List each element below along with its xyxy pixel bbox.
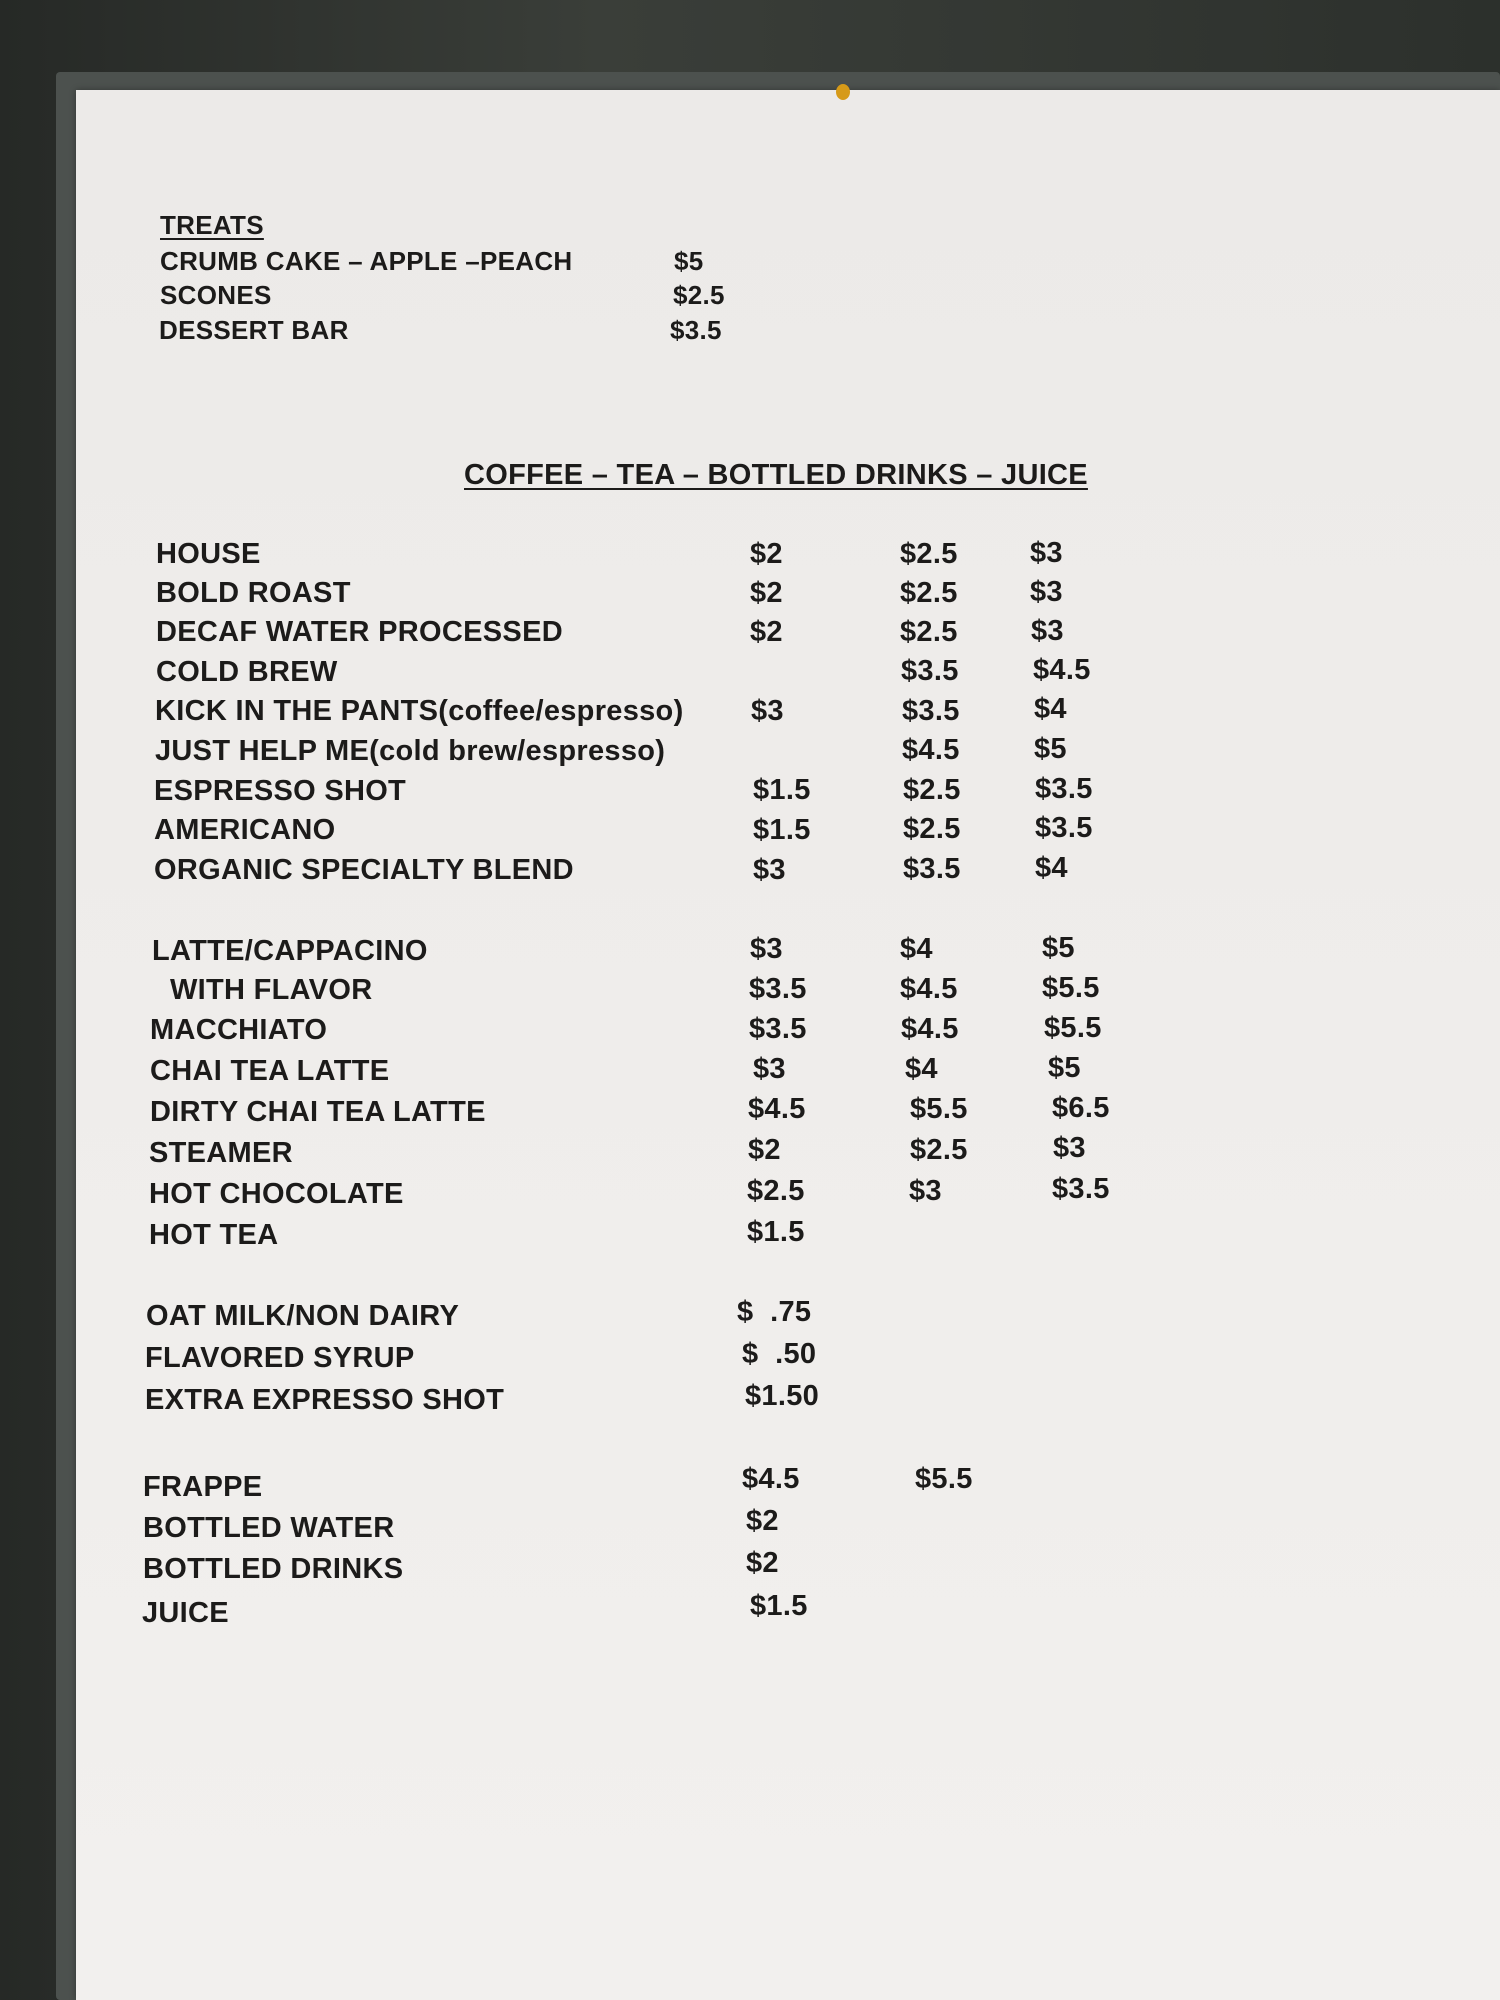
menu-item-price: $3.5 [901,655,959,687]
menu-item-name: HOUSE [156,538,261,570]
menu-item-price: $5 [1034,733,1067,765]
menu-item-price: $2 [746,1505,779,1537]
treat-item-price: $5 [674,246,704,276]
menu-item-price: $5.5 [1044,1012,1102,1044]
treat-item-name: DESSERT BAR [159,315,349,345]
menu-item-name: BOLD ROAST [156,577,351,609]
menu-item-price: $2 [746,1547,779,1579]
menu-item-price: $3 [753,1053,786,1085]
menu-item-name: HOT CHOCOLATE [149,1178,404,1210]
menu-item-price: $3 [751,695,784,727]
menu-item-price: $2.5 [903,774,961,806]
menu-item-price: $ .75 [737,1296,812,1328]
menu-item-price: $1.50 [745,1380,820,1412]
menu-item-name: BOTTLED DRINKS [143,1553,404,1585]
menu-item-name: BOTTLED WATER [143,1512,395,1544]
menu-item-price: $5.5 [1042,972,1100,1004]
menu-item-price: $3.5 [902,695,960,727]
menu-item-price: $2.5 [900,616,958,648]
menu-item-name: JUST HELP ME(cold brew/espresso) [155,735,666,767]
menu-item-price: $2 [750,538,783,570]
menu-item-name: WITH FLAVOR [170,974,373,1006]
menu-item-price: $4.5 [900,973,958,1005]
menu-item-price: $4 [900,933,933,965]
menu-item-price: $3.5 [1052,1173,1110,1205]
menu-item-name: FRAPPE [143,1471,263,1503]
menu-item-price: $2.5 [910,1134,968,1166]
menu-item-price: $4 [905,1053,938,1085]
menu-item-price: $5.5 [910,1093,968,1125]
menu-item-price: $3 [909,1175,942,1207]
menu-item-name: MACCHIATO [150,1014,328,1046]
menu-item-name: EXTRA EXPRESSO SHOT [145,1384,505,1416]
menu-item-price: $2 [750,616,783,648]
menu-item-name: JUICE [142,1597,229,1629]
menu-item-name: ESPRESSO SHOT [154,775,407,807]
menu-item-name: KICK IN THE PANTS(coffee/espresso) [155,695,684,727]
menu-item-name: ORGANIC SPECIALTY BLEND [154,854,574,886]
menu-item-name: DIRTY CHAI TEA LATTE [150,1096,486,1128]
menu-item-price: $3.5 [749,1013,807,1045]
menu-item-name: AMERICANO [154,814,336,846]
treat-item-name: SCONES [160,280,272,310]
menu-item-name: OAT MILK/NON DAIRY [146,1300,460,1332]
menu-item-price: $4 [1035,852,1068,884]
treat-item-price: $3.5 [670,315,722,345]
menu-item-price: $2.5 [903,813,961,845]
menu-item-price: $3.5 [903,853,961,885]
menu-item-price: $5 [1042,932,1075,964]
menu-item-price: $6.5 [1052,1092,1110,1124]
drinks-heading: COFFEE – TEA – BOTTLED DRINKS – JUICE [464,459,1088,491]
menu-item-price: $4.5 [748,1093,806,1125]
menu-item-price: $2.5 [900,538,958,570]
menu-item-price: $5.5 [915,1463,973,1495]
treat-item-name: CRUMB CAKE – APPLE –PEACH [160,246,573,276]
menu-item-price: $3 [1053,1132,1086,1164]
treat-item-price: $2.5 [673,280,725,310]
menu-item-price: $2 [750,577,783,609]
menu-item-price: $1.5 [750,1590,808,1622]
menu-item-price: $3 [750,933,783,965]
menu-item-price: $4.5 [742,1463,800,1495]
menu-item-name: STEAMER [149,1137,293,1169]
menu-item-name: FLAVORED SYRUP [145,1342,415,1374]
menu-item-price: $ .50 [742,1338,817,1370]
menu-item-name: LATTE/CAPPACINO [152,935,428,967]
menu-item-price: $1.5 [753,774,811,806]
menu-item-price: $3.5 [1035,812,1093,844]
menu-item-price: $3.5 [749,973,807,1005]
menu-item-name: COLD BREW [156,656,338,688]
menu-item-price: $1.5 [747,1216,805,1248]
menu-item-name: CHAI TEA LATTE [150,1055,390,1087]
menu-item-price: $3 [1030,537,1063,569]
menu-item-price: $4.5 [901,1013,959,1045]
menu-item-name: DECAF WATER PROCESSED [156,616,563,648]
menu-item-price: $4.5 [902,734,960,766]
menu-item-price: $4 [1034,693,1067,725]
menu-item-name: HOT TEA [149,1219,279,1251]
menu-item-price: $4.5 [1033,654,1091,686]
menu-item-price: $5 [1048,1052,1081,1084]
menu-item-price: $3 [1030,576,1063,608]
menu-item-price: $2 [748,1134,781,1166]
treats-heading: TREATS [160,210,264,240]
menu-item-price: $1.5 [753,814,811,846]
menu-item-price: $2.5 [900,577,958,609]
menu-item-price: $2.5 [747,1175,805,1207]
menu-item-price: $3 [1031,615,1064,647]
menu-item-price: $3 [753,854,786,886]
menu-item-price: $3.5 [1035,773,1093,805]
push-pin [836,84,850,100]
